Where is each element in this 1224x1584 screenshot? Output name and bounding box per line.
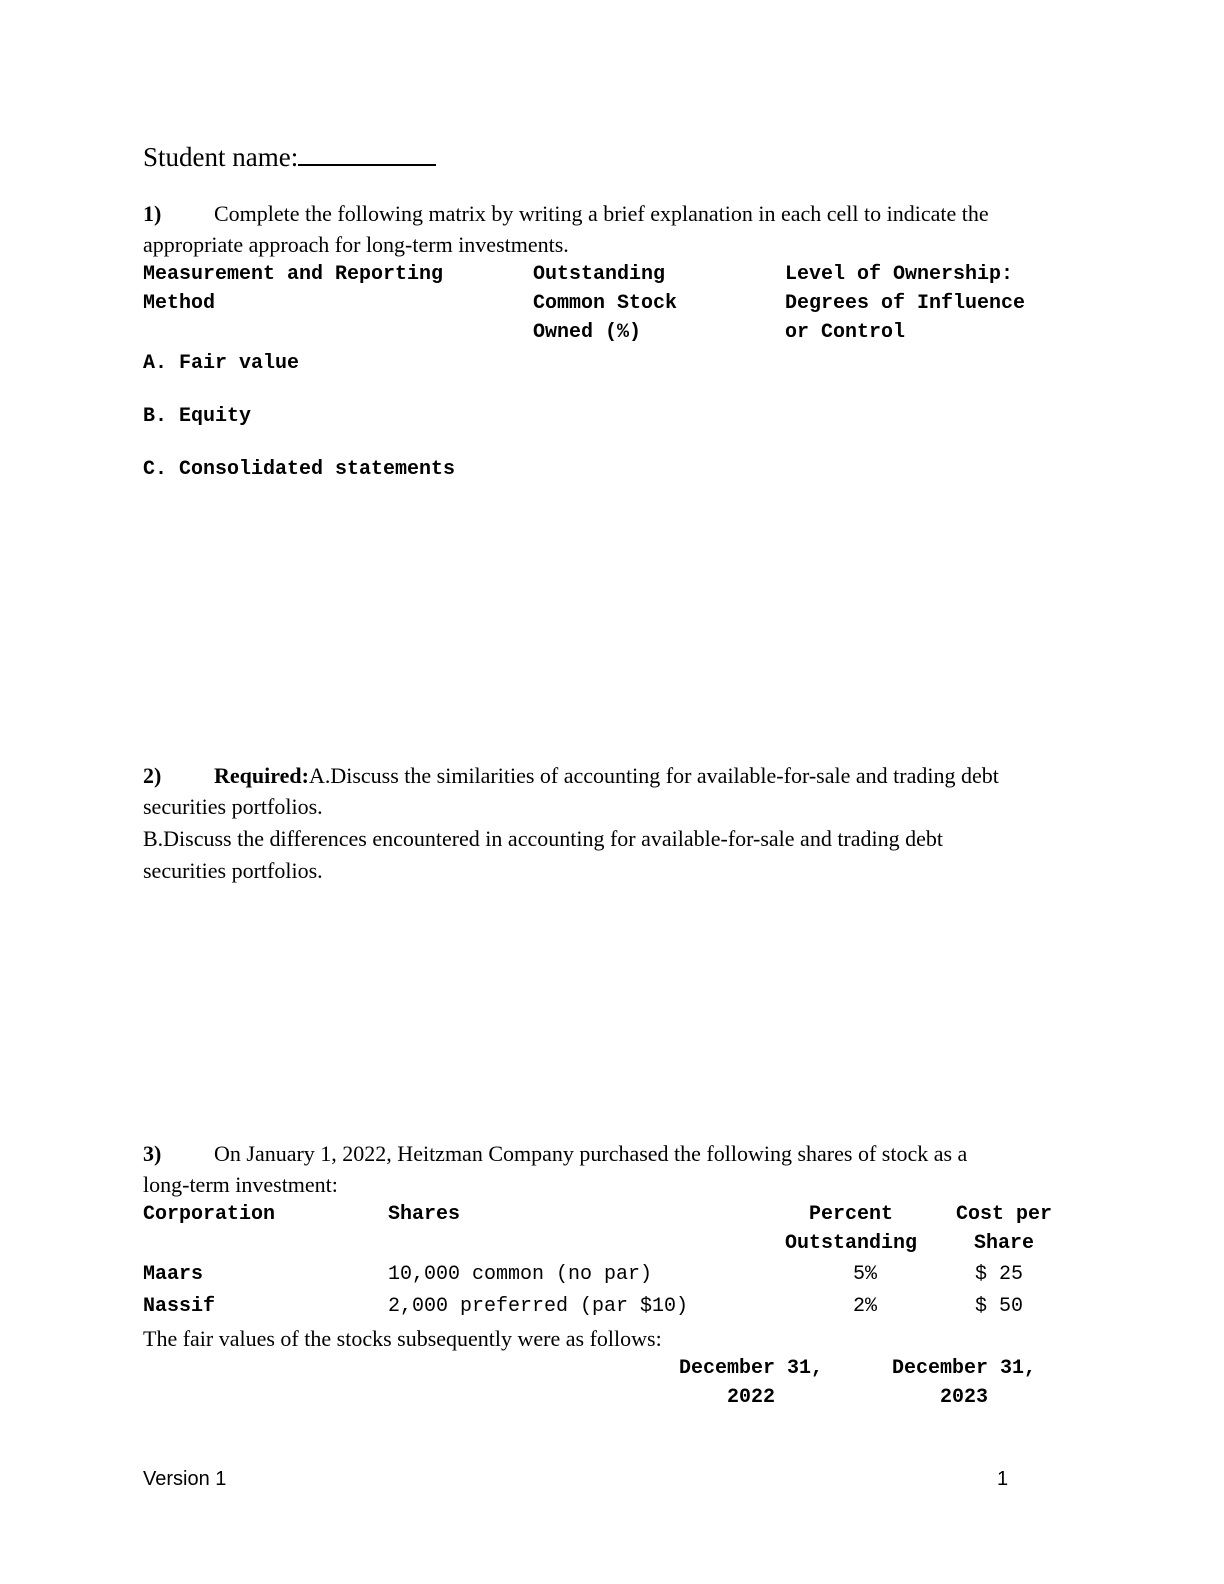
q3-row-shares: 10,000 common (no par) (388, 1263, 653, 1286)
q1-text-line2: appropriate approach for long-term investments. (143, 232, 569, 257)
footer-version: Version 1 (143, 1468, 227, 1490)
q3-number: 3) (143, 1141, 162, 1166)
q2-line3: B.Discuss the differences encountered in accounting for available-for-sale and trading debt (143, 826, 944, 851)
q3-row-cost: $ 50 (975, 1295, 1024, 1318)
q1-col2-header-line2: Common Stock (533, 292, 678, 315)
q3-date-col2-line2: 2023 (939, 1386, 988, 1409)
q1-text-line1: Complete the following matrix by writing a brief explanation in each cell to indicate the (214, 201, 989, 226)
q3-row-corporation: Maars (143, 1263, 204, 1286)
q2-line1 (214, 763, 999, 789)
q2-required-label: Required: (214, 763, 309, 788)
q3-header-cost-line1: Cost per (955, 1203, 1052, 1226)
q3-date-col1-line1: December 31, (678, 1357, 824, 1380)
q2-number: 2) (143, 763, 162, 788)
q1-col1-header-line1: Measurement and Reporting (143, 263, 444, 286)
q1-col1-header-line2: Method (143, 292, 216, 315)
q3-header-corporation: Corporation (143, 1203, 276, 1226)
q3-header-percent-line1: Percent (808, 1203, 893, 1226)
q3-row-cost: $ 25 (975, 1263, 1024, 1286)
q1-col2-header-line3: Owned (%) (533, 321, 642, 344)
q2-line4: securities portfolios. (143, 858, 323, 883)
q3-date-col2-line1: December 31, (891, 1357, 1037, 1380)
q3-header-cost-line2: Share (973, 1232, 1034, 1255)
q1-col3-header-line3: or Control (785, 321, 906, 344)
q3-text-line2: long-term investment: (143, 1172, 338, 1197)
q1-col3-header-line1: Level of Ownership: (785, 263, 1014, 286)
q1-number: 1) (143, 201, 162, 226)
q2-line2: securities portfolios. (143, 794, 323, 819)
q3-row-percent: 2% (852, 1295, 877, 1318)
q1-col3-header-line2: Degrees of Influence (785, 292, 1026, 315)
student-name-label: Student name: (143, 142, 299, 172)
q2-line1-rest: A.Discuss the similarities of accounting for available-for-sale and trading debt (308, 763, 999, 788)
student-name-blank[interactable] (298, 142, 436, 166)
q1-row-consolidated: C. Consolidated statements (143, 458, 456, 481)
q1-col2-header-line1: Outstanding (533, 263, 666, 286)
q3-header-percent-line2: Outstanding (784, 1232, 918, 1255)
q3-row-shares: 2,000 preferred (par $10) (388, 1295, 689, 1318)
q3-header-shares: Shares (388, 1203, 461, 1226)
q3-text-line1: On January 1, 2022, Heitzman Company purchased the following shares of stock as a (214, 1141, 968, 1166)
q3-row-corporation: Nassif (143, 1295, 216, 1318)
q1-row-fair-value: A. Fair value (143, 352, 300, 375)
student-name-field (143, 142, 436, 173)
footer-page-number: 1 (997, 1468, 1009, 1490)
q3-date-col1-line2: 2022 (726, 1386, 775, 1409)
q1-row-equity: B. Equity (143, 405, 252, 428)
q3-row-percent: 5% (852, 1263, 877, 1286)
q3-fair-value-text: The fair values of the stocks subsequently were as follows: (143, 1326, 662, 1351)
